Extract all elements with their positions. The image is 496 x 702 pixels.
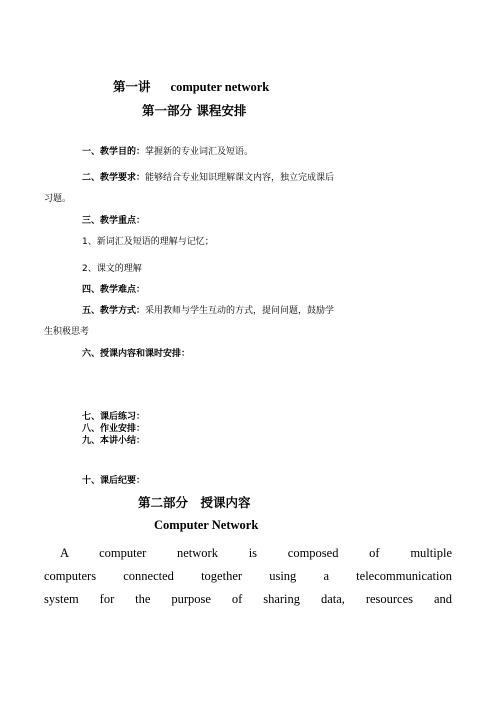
lecture-title: computer network (170, 80, 270, 94)
objective-text: 掌握新的专业词汇及短语。 (145, 147, 254, 157)
method-text: 采用教师与学生互动的方式，提问问题，鼓励学 (145, 306, 335, 316)
part2-title: 第二部分 授课内容 (138, 495, 251, 510)
method-line (82, 303, 334, 316)
objective-label: 一、教学目的： (82, 147, 146, 157)
keypoint-1: 1、新词汇及短语的理解与记忆； (82, 237, 214, 247)
keypoints-label: 三、教学重点： (82, 216, 146, 226)
requirement-label: 二、教学要求： (82, 173, 146, 183)
requirement-text: 能够结合专业知识理解课文内容，独立完成课后 (145, 173, 335, 183)
lecture-label: 第一讲 (113, 80, 151, 94)
requirement-line (82, 170, 334, 183)
paragraph-line: A computer network is composed of multiple (60, 546, 452, 560)
notes-label: 十、课后纪要： (82, 476, 146, 486)
difficulties-label: 四、教学难点： (82, 285, 146, 295)
paragraph-line: system for the purpose of sharing data, resources and (44, 592, 452, 606)
part1-title: 第一部分 课程安排 (142, 103, 247, 118)
method-text-cont: 生积极思考 (44, 327, 90, 337)
exercise-label: 七、课后练习： (82, 412, 146, 422)
method-label: 五、教学方式： (82, 306, 146, 316)
homework-label: 八、作业安排： (82, 424, 146, 434)
part2-subtitle: Computer Network (154, 518, 259, 532)
summary-label: 九、本讲小结： (82, 436, 146, 446)
schedule-label: 六、授课内容和课时安排： (82, 349, 191, 359)
keypoint-2: 2、课文的理解 (82, 264, 142, 274)
lecture-heading (113, 77, 269, 95)
requirement-text-cont: 习题。 (44, 194, 72, 204)
paragraph-line: computers connected together using a telecommunication (44, 569, 452, 583)
objective-line (82, 144, 253, 157)
body-paragraph (44, 542, 452, 611)
